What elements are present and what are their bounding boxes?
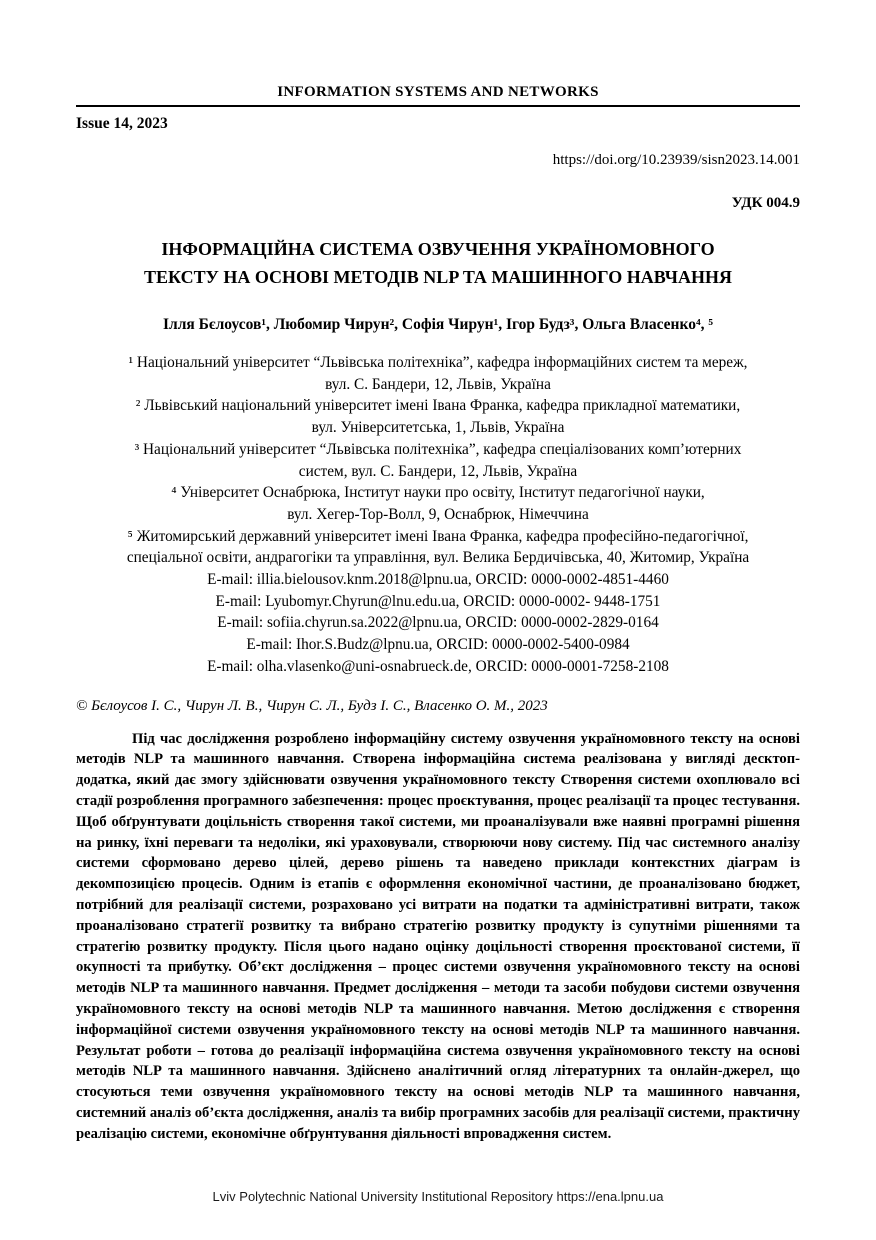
authors-line: Ілля Бєлоусов¹, Любомир Чирун², Софія Чирун¹, Ігор Будз³, Ольга Власенко⁴, ⁵ bbox=[162, 316, 713, 333]
paper-title-line-1: ІНФОРМАЦІЙНА СИСТЕМА ОЗВУЧЕННЯ УКРАЇНОМОВНОГО bbox=[161, 239, 715, 259]
email-line-3: E-mail: sofiia.chyrun.sa.2022@lpnu.ua, ORCID: 0000-0002-2829-0164 bbox=[217, 614, 659, 632]
affiliation-4-line-1: ⁴ Університет Оснабрюка, Інститут науки про освіту, Інститут педагогічної науки, bbox=[171, 484, 705, 502]
emails-block bbox=[76, 569, 800, 678]
affiliation-4-line-2: вул. Хегер-Тор-Волл, 9, Оснабрюк, Німеччина bbox=[287, 505, 589, 523]
affiliation-2-line-1: ² Львівський національний університет імені Івана Франка, кафедра прикладної математики, bbox=[135, 397, 741, 415]
affiliations-block bbox=[76, 352, 800, 569]
affiliation-3 bbox=[76, 439, 800, 482]
repository-footer: Lviv Polytechnic National University Institutional Repository https://ena.lpnu.ua bbox=[212, 1189, 664, 1204]
affiliation-3-line-1: ³ Національний університет “Львівська політехніка”, кафедра спеціалізованих комп’ютерних bbox=[134, 440, 742, 458]
affiliation-5-line-1: ⁵ Житомирський державний університет імені Івана Франка, кафедра професійно-педагогічної, bbox=[127, 527, 749, 545]
udc-code: УДК 004.9 bbox=[731, 195, 800, 211]
paper-title bbox=[76, 235, 800, 291]
email-line-1: E-mail: illia.bielousov.knm.2018@lpnu.ua, ORCID: 0000-0002-4851-4460 bbox=[207, 571, 669, 589]
email-line-5: E-mail: olha.vlasenko@uni-osnabrueck.de, ORCID: 0000-0001-7258-2108 bbox=[207, 657, 669, 675]
affiliation-2 bbox=[76, 395, 800, 438]
affiliation-5-line-2: спеціальної освіти, андрагогіки та управління, вул. Велика Бердичівська, 40, Житомир, Україна bbox=[126, 549, 750, 567]
header-rule bbox=[76, 105, 800, 107]
affiliation-1-line-1: ¹ Національний університет “Львівська політехніка”, кафедра інформаційних систем та мереж, bbox=[128, 354, 748, 371]
copyright-line: © Бєлоусов І. С., Чирун Л. В., Чирун С. Л., Будз І. С., Власенко О. М., 2023 bbox=[76, 697, 548, 714]
affiliation-1-line-2: вул. С. Бандери, 12, Львів, Україна bbox=[325, 375, 551, 393]
abstract-paragraph: Під час дослідження розроблено інформаційну систему озвучення україномовного тексту на основі методів NLP та машинного навчання. Створена інформаційна система реалізована у вигляді десктоп-додатка, який дає змогу здійснювати озвучення україномовного тексту Створення системи охоплювало всі стадії розроблення програмного забезпечення: процес проєктування, процес реалізації та процес тестування. Щоб обґрунтувати доцільність створення такої системи, ми проаналізували вже наявні програмні рішення на ринку, їхні переваги та недоліки, які ураховували, створюючи нову систему. Під час системного аналізу системи сформовано дерево цілей, дерево рішень та наведено приклади контекстних діаграм із декомпозицією процесів. Одним із етапів є оформлення економічної частини, де проаналізовано бюджет, потрібний для реалізації системи, розраховано усі витрати на податки та адміністративні витрати, також проаналізовано стратегії розвитку та вибрано стратегію розвитку продукту із супутніми рішеннями та стратегію розвитку продукту. Після цього надано оцінку доцільності створення проєктованої системи, її окупності та прибутку. Об’єкт дослідження – процес системи озвучення україномовного тексту на основі методів NLP та машинного навчання. Предмет дослідження – методи та засоби побудови системи озвучення україномовного тексту на основі методів NLP та машинного навчання. Метою дослідження є створення інформаційної системи озвучення україномовного тексту на основі методів NLP та машинного навчання. Результат роботи – готова до реалізації інформаційна система озвучення україномовного тексту на основі методів NLP та машинного навчання. Здійснено аналітичний огляд літературних та онлайн-джерел, що стосуються теми озвучення україномовного тексту на основі методів NLP та машинного навчання, системний аналіз об’єкта дослідження, аналіз та вибір програмних засобів для реалізації системи, практичну реалізацію системи, економічне обґрунтування діяльності впровадження систем. bbox=[76, 730, 800, 1142]
issue-label: Issue 14, 2023 bbox=[76, 115, 168, 132]
email-line-2: E-mail: Lyubomyr.Chyrun@lnu.edu.ua, ORCID: 0000-0002- 9448-1751 bbox=[215, 592, 661, 610]
affiliation-3-line-2: систем, вул. С. Бандери, 12, Львів, Україна bbox=[298, 462, 578, 480]
affiliation-4 bbox=[76, 482, 800, 525]
journal-title: INFORMATION SYSTEMS AND NETWORKS bbox=[277, 84, 599, 100]
affiliation-5 bbox=[76, 526, 800, 569]
paper-title-line-2: ТЕКСТУ НА ОСНОВІ МЕТОДІВ NLP ТА МАШИННОГО НАВЧАННЯ bbox=[143, 267, 733, 287]
page-header bbox=[76, 84, 800, 133]
email-line-4: E-mail: Ihor.S.Budz@lpnu.ua, ORCID: 0000-0002-5400-0984 bbox=[246, 636, 630, 654]
affiliation-2-line-2: вул. Університетська, 1, Львів, Україна bbox=[311, 419, 565, 437]
affiliation-1 bbox=[76, 352, 800, 395]
doi-link: https://doi.org/10.23939/sisn2023.14.001 bbox=[552, 152, 800, 168]
